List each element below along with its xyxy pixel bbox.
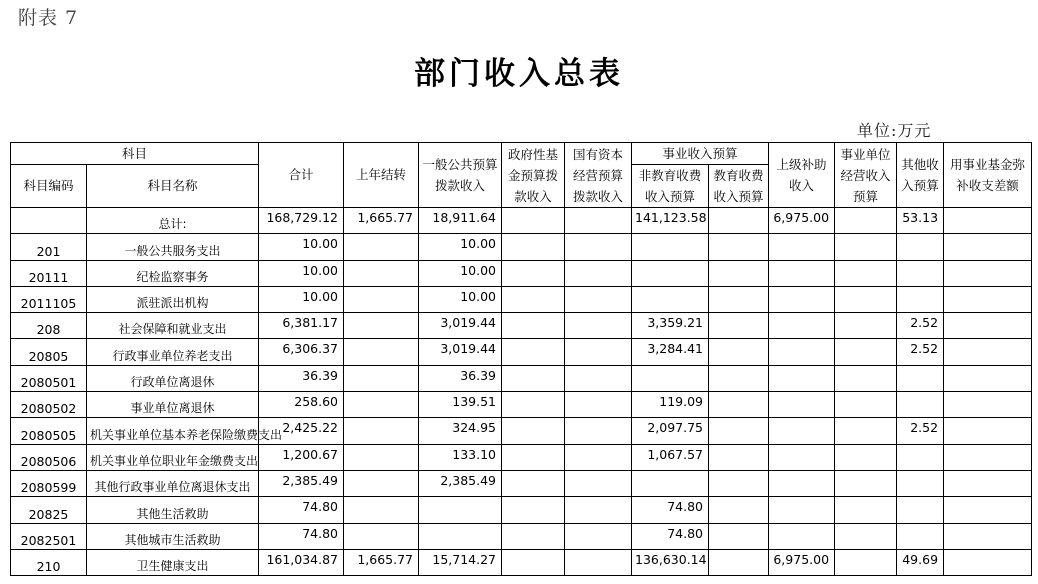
superior-subsidy-cell xyxy=(769,470,835,496)
state-capital-cell xyxy=(565,286,632,312)
header-fund-offset: 用事业基金弥补收支差额 xyxy=(944,143,1032,208)
income-summary-table xyxy=(10,142,1032,576)
superior-subsidy-cell xyxy=(769,339,835,365)
subject-code-cell: 2080505 xyxy=(11,418,87,444)
subject-name-cell: 行政事业单位养老支出 xyxy=(87,339,259,365)
state-capital-cell xyxy=(565,234,632,260)
total-cell: 161,034.87 xyxy=(259,549,344,575)
gov-fund-cell xyxy=(502,286,565,312)
business-income-cell xyxy=(835,234,897,260)
total-cell: 1,200.67 xyxy=(259,444,344,470)
subject-code-cell: 20111 xyxy=(11,260,87,286)
grand-total-row xyxy=(11,208,1032,234)
subject-code-cell: 201 xyxy=(11,234,87,260)
other-income-cell: 53.13 xyxy=(897,208,944,234)
subject-name-cell: 事业单位离退休 xyxy=(87,392,259,418)
attachment-label: 附表 7 xyxy=(18,7,79,29)
table-row xyxy=(11,418,1032,444)
fund-offset-cell xyxy=(944,286,1032,312)
business-income-cell xyxy=(835,444,897,470)
table-row xyxy=(11,549,1032,575)
other-income-cell xyxy=(897,523,944,549)
edu-fee-cell xyxy=(709,260,769,286)
carryover-cell: 1,665.77 xyxy=(344,549,419,575)
business-income-cell xyxy=(835,418,897,444)
gov-fund-cell xyxy=(502,313,565,339)
business-income-cell xyxy=(835,523,897,549)
subject-code-cell: 2080599 xyxy=(11,470,87,496)
edu-fee-cell xyxy=(709,549,769,575)
other-income-cell: 2.52 xyxy=(897,313,944,339)
table-row xyxy=(11,523,1032,549)
gov-fund-cell xyxy=(502,208,565,234)
table-row xyxy=(11,392,1032,418)
unit-label: 单位:万元 xyxy=(857,121,932,140)
gov-fund-cell xyxy=(502,418,565,444)
superior-subsidy-cell xyxy=(769,313,835,339)
carryover-cell xyxy=(344,497,419,523)
superior-subsidy-cell xyxy=(769,418,835,444)
business-income-cell xyxy=(835,470,897,496)
business-income-cell xyxy=(835,365,897,391)
gov-fund-cell xyxy=(502,523,565,549)
general-budget-cell: 3,019.44 xyxy=(419,339,502,365)
header-superior-subsidy: 上级补助收入 xyxy=(769,143,835,208)
general-budget-cell: 139.51 xyxy=(419,392,502,418)
table-row xyxy=(11,260,1032,286)
subject-name-cell: 其他行政事业单位离退休支出 xyxy=(87,470,259,496)
fund-offset-cell xyxy=(944,549,1032,575)
header-general-budget: 一般公共预算拨款收入 xyxy=(419,143,502,208)
carryover-cell xyxy=(344,260,419,286)
state-capital-cell xyxy=(565,208,632,234)
business-income-cell xyxy=(835,549,897,575)
other-income-cell xyxy=(897,392,944,418)
edu-fee-cell xyxy=(709,313,769,339)
carryover-cell xyxy=(344,313,419,339)
other-income-cell: 2.52 xyxy=(897,339,944,365)
subject-code-cell: 20825 xyxy=(11,497,87,523)
business-income-cell xyxy=(835,208,897,234)
business-income-cell xyxy=(835,339,897,365)
table-row xyxy=(11,497,1032,523)
other-income-cell xyxy=(897,365,944,391)
business-income-cell xyxy=(835,260,897,286)
subject-name-cell: 其他生活救助 xyxy=(87,497,259,523)
state-capital-cell xyxy=(565,497,632,523)
carryover-cell xyxy=(344,418,419,444)
general-budget-cell: 18,911.64 xyxy=(419,208,502,234)
table-row xyxy=(11,339,1032,365)
state-capital-cell xyxy=(565,313,632,339)
header-subject-code: 科目编码 xyxy=(11,165,87,208)
table-row xyxy=(11,286,1032,312)
gov-fund-cell xyxy=(502,260,565,286)
subject-code-cell: 208 xyxy=(11,313,87,339)
total-cell: 10.00 xyxy=(259,286,344,312)
carryover-cell xyxy=(344,365,419,391)
report-title: 部门收入总表 xyxy=(414,56,624,92)
business-income-cell xyxy=(835,313,897,339)
subject-name-cell: 行政单位离退休 xyxy=(87,365,259,391)
general-budget-cell xyxy=(419,497,502,523)
fund-offset-cell xyxy=(944,497,1032,523)
superior-subsidy-cell xyxy=(769,260,835,286)
non-edu-fee-cell: 74.80 xyxy=(632,497,709,523)
total-cell: 2,425.22 xyxy=(259,418,344,444)
total-cell: 74.80 xyxy=(259,523,344,549)
subject-name-cell: 总计: xyxy=(87,208,259,234)
subject-code-cell: 2080501 xyxy=(11,365,87,391)
general-budget-cell: 15,714.27 xyxy=(419,549,502,575)
carryover-cell xyxy=(344,234,419,260)
state-capital-cell xyxy=(565,339,632,365)
subject-name-cell: 机关事业单位基本养老保险缴费支出 xyxy=(87,418,259,444)
header-subject-group: 科目 xyxy=(11,143,259,165)
other-income-cell xyxy=(897,444,944,470)
carryover-cell xyxy=(344,470,419,496)
subject-code-cell: 2082501 xyxy=(11,523,87,549)
state-capital-cell xyxy=(565,260,632,286)
other-income-cell xyxy=(897,260,944,286)
total-cell: 2,385.49 xyxy=(259,470,344,496)
other-income-cell: 2.52 xyxy=(897,418,944,444)
other-income-cell xyxy=(897,234,944,260)
fund-offset-cell xyxy=(944,234,1032,260)
subject-name-cell: 社会保障和就业支出 xyxy=(87,313,259,339)
general-budget-cell: 10.00 xyxy=(419,260,502,286)
superior-subsidy-cell: 6,975.00 xyxy=(769,549,835,575)
carryover-cell xyxy=(344,523,419,549)
non-edu-fee-cell: 2,097.75 xyxy=(632,418,709,444)
header-other-income: 其他收入预算 xyxy=(897,143,944,208)
gov-fund-cell xyxy=(502,470,565,496)
non-edu-fee-cell: 1,067.57 xyxy=(632,444,709,470)
fund-offset-cell xyxy=(944,260,1032,286)
general-budget-cell: 2,385.49 xyxy=(419,470,502,496)
total-cell: 168,729.12 xyxy=(259,208,344,234)
total-cell: 6,381.17 xyxy=(259,313,344,339)
fund-offset-cell xyxy=(944,339,1032,365)
carryover-cell xyxy=(344,286,419,312)
edu-fee-cell xyxy=(709,470,769,496)
non-edu-fee-cell xyxy=(632,365,709,391)
table-row xyxy=(11,365,1032,391)
superior-subsidy-cell xyxy=(769,286,835,312)
edu-fee-cell xyxy=(709,418,769,444)
superior-subsidy-cell xyxy=(769,365,835,391)
carryover-cell xyxy=(344,392,419,418)
edu-fee-cell xyxy=(709,208,769,234)
other-income-cell xyxy=(897,470,944,496)
gov-fund-cell xyxy=(502,549,565,575)
non-edu-fee-cell: 119.09 xyxy=(632,392,709,418)
general-budget-cell: 3,019.44 xyxy=(419,313,502,339)
carryover-cell xyxy=(344,444,419,470)
state-capital-cell xyxy=(565,418,632,444)
gov-fund-cell xyxy=(502,444,565,470)
edu-fee-cell xyxy=(709,234,769,260)
superior-subsidy-cell xyxy=(769,444,835,470)
subject-name-cell: 卫生健康支出 xyxy=(87,549,259,575)
general-budget-cell: 10.00 xyxy=(419,286,502,312)
other-income-cell xyxy=(897,497,944,523)
total-cell: 36.39 xyxy=(259,365,344,391)
edu-fee-cell xyxy=(709,444,769,470)
superior-subsidy-cell xyxy=(769,497,835,523)
carryover-cell xyxy=(344,339,419,365)
non-edu-fee-cell: 141,123.58 xyxy=(632,208,709,234)
state-capital-cell xyxy=(565,470,632,496)
table-row xyxy=(11,444,1032,470)
edu-fee-cell xyxy=(709,497,769,523)
table-row xyxy=(11,234,1032,260)
total-cell: 10.00 xyxy=(259,234,344,260)
gov-fund-cell xyxy=(502,497,565,523)
carryover-cell: 1,665.77 xyxy=(344,208,419,234)
total-cell: 10.00 xyxy=(259,260,344,286)
edu-fee-cell xyxy=(709,286,769,312)
header-state-capital: 国有资本经营预算拨款收入 xyxy=(565,143,632,208)
gov-fund-cell xyxy=(502,234,565,260)
other-income-cell: 49.69 xyxy=(897,549,944,575)
superior-subsidy-cell: 6,975.00 xyxy=(769,208,835,234)
fund-offset-cell xyxy=(944,365,1032,391)
fund-offset-cell xyxy=(944,313,1032,339)
fund-offset-cell xyxy=(944,208,1032,234)
general-budget-cell: 36.39 xyxy=(419,365,502,391)
fund-offset-cell xyxy=(944,418,1032,444)
business-income-cell xyxy=(835,286,897,312)
subject-code-cell: 20805 xyxy=(11,339,87,365)
header-gov-fund: 政府性基金预算拨款收入 xyxy=(502,143,565,208)
fund-offset-cell xyxy=(944,444,1032,470)
header-edu-fee: 教育收费收入预算 xyxy=(709,165,769,208)
superior-subsidy-cell xyxy=(769,392,835,418)
non-edu-fee-cell xyxy=(632,260,709,286)
table-row xyxy=(11,470,1032,496)
header-business-income: 事业单位经营收入预算 xyxy=(835,143,897,208)
fund-offset-cell xyxy=(944,523,1032,549)
header-carryover: 上年结转 xyxy=(344,143,419,208)
state-capital-cell xyxy=(565,392,632,418)
general-budget-cell xyxy=(419,523,502,549)
edu-fee-cell xyxy=(709,339,769,365)
total-cell: 258.60 xyxy=(259,392,344,418)
state-capital-cell xyxy=(565,444,632,470)
state-capital-cell xyxy=(565,523,632,549)
subject-name-cell: 其他城市生活救助 xyxy=(87,523,259,549)
fund-offset-cell xyxy=(944,470,1032,496)
total-cell: 74.80 xyxy=(259,497,344,523)
state-capital-cell xyxy=(565,549,632,575)
header-non-edu-fee: 非教育收费收入预算 xyxy=(632,165,709,208)
edu-fee-cell xyxy=(709,365,769,391)
other-income-cell xyxy=(897,286,944,312)
header-subject-name: 科目名称 xyxy=(87,165,259,208)
non-edu-fee-cell xyxy=(632,286,709,312)
subject-code-cell: 2080502 xyxy=(11,392,87,418)
non-edu-fee-cell: 136,630.14 xyxy=(632,549,709,575)
non-edu-fee-cell: 74.80 xyxy=(632,523,709,549)
gov-fund-cell xyxy=(502,365,565,391)
subject-name-cell: 派驻派出机构 xyxy=(87,286,259,312)
non-edu-fee-cell xyxy=(632,470,709,496)
general-budget-cell: 133.10 xyxy=(419,444,502,470)
non-edu-fee-cell xyxy=(632,234,709,260)
edu-fee-cell xyxy=(709,392,769,418)
non-edu-fee-cell: 3,359.21 xyxy=(632,313,709,339)
subject-name-cell: 纪检监察事务 xyxy=(87,260,259,286)
gov-fund-cell xyxy=(502,392,565,418)
header-career-group: 事业收入预算 xyxy=(632,143,769,165)
non-edu-fee-cell: 3,284.41 xyxy=(632,339,709,365)
header-total: 合计 xyxy=(259,143,344,208)
business-income-cell xyxy=(835,392,897,418)
superior-subsidy-cell xyxy=(769,234,835,260)
gov-fund-cell xyxy=(502,339,565,365)
total-cell: 6,306.37 xyxy=(259,339,344,365)
subject-code-cell: 210 xyxy=(11,549,87,575)
subject-code-cell xyxy=(11,208,87,234)
state-capital-cell xyxy=(565,365,632,391)
superior-subsidy-cell xyxy=(769,523,835,549)
subject-name-cell: 一般公共服务支出 xyxy=(87,234,259,260)
general-budget-cell: 324.95 xyxy=(419,418,502,444)
fund-offset-cell xyxy=(944,392,1032,418)
general-budget-cell: 10.00 xyxy=(419,234,502,260)
table-row xyxy=(11,313,1032,339)
subject-code-cell: 2080506 xyxy=(11,444,87,470)
business-income-cell xyxy=(835,497,897,523)
subject-code-cell: 2011105 xyxy=(11,286,87,312)
subject-name-cell: 机关事业单位职业年金缴费支出 xyxy=(87,444,259,470)
edu-fee-cell xyxy=(709,523,769,549)
